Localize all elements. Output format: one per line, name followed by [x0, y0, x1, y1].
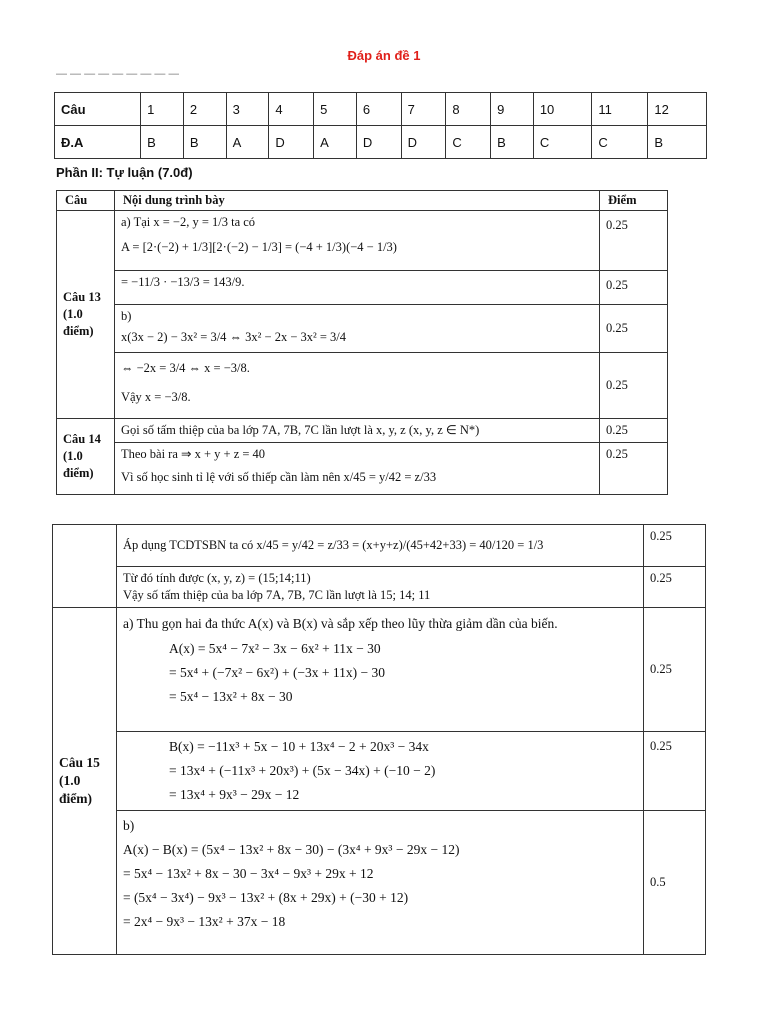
q15-label-cell — [53, 608, 117, 955]
q14-label: Câu 14 — [63, 432, 101, 446]
q13-points: (1.0 điểm) — [63, 307, 94, 338]
q15-content-c — [116, 811, 643, 955]
q13-line: = −11/3 · −13/3 = 143/9. — [120, 275, 245, 289]
q14-content-4 — [116, 567, 643, 608]
q14-line: Từ đó tính được (x, y, z) = (15;14;11) — [122, 571, 311, 585]
score-cell: 0.25 — [600, 443, 668, 495]
q15-line: = 5x⁴ − 13x² + 8x − 30 − 3x⁴ − 9x³ + 29x + 12 — [122, 866, 374, 881]
answer-cell: D — [356, 126, 401, 159]
answer-cell: B — [648, 126, 707, 159]
score-cell: 0.25 — [600, 353, 668, 419]
answer-row-header: Đ.A — [55, 126, 141, 159]
essay-table-2 — [52, 524, 706, 955]
q15-line: = 5x⁴ + (−7x² − 6x²) + (−3x + 11x) − 30 — [168, 665, 386, 680]
score-cell: 0.25 — [600, 419, 668, 443]
q13-content-3 — [114, 305, 599, 353]
q13-line: a) Tại x = −2, y = 1/3 ta có — [120, 215, 256, 229]
q13-label: Câu 13 — [63, 290, 101, 304]
q15-line: = 13x⁴ + (−11x³ + 20x³) + (5x − 34x) + (−10 − 2) — [168, 763, 436, 778]
q15-line: A(x) − B(x) = (5x⁴ − 13x² + 8x − 30) − (3x⁴ + 9x³ − 29x − 12) — [122, 842, 460, 857]
answer-cell: B — [491, 126, 534, 159]
q13-content-1 — [114, 211, 599, 271]
q14-line: Gọi số tấm thiệp của ba lớp 7A, 7B, 7C lần lượt là x, y, z (x, y, z ∈ N*) — [120, 423, 480, 437]
q14-row-1 — [57, 419, 668, 443]
question-number: 1 — [141, 93, 184, 126]
answer-cell: A — [314, 126, 357, 159]
answer-cell: D — [401, 126, 446, 159]
q13-line: x(3x − 2) − 3x² = 3/4 ⇔ 3x² − 2x − 3x² = 3/4 — [120, 330, 347, 344]
question-number: 10 — [533, 93, 592, 126]
q13-line: ⇔ −2x = 3/4 ⇔ x = −3/8. — [120, 361, 250, 375]
question-number: 7 — [401, 93, 446, 126]
answer-cell: C — [533, 126, 592, 159]
essay-header-row — [57, 191, 668, 211]
q15-part-b-label: b) — [122, 818, 135, 833]
score-cell: 0.25 — [644, 608, 706, 732]
question-number: 5 — [314, 93, 357, 126]
q13-row-4 — [57, 353, 668, 419]
q14-points: (1.0 điểm) — [63, 449, 94, 480]
answer-cell: D — [269, 126, 314, 159]
q13-row-2 — [57, 271, 668, 305]
question-number: 3 — [226, 93, 269, 126]
score-cell: 0.25 — [600, 211, 668, 271]
q15-row-c — [53, 811, 706, 955]
q15-content-b — [116, 732, 643, 811]
q14-label-cell — [57, 419, 115, 495]
q14-row-2 — [57, 443, 668, 495]
answer-cell: C — [592, 126, 648, 159]
q15-line: = 13x⁴ + 9x³ − 29x − 12 — [168, 787, 300, 802]
q14-line: Áp dụng TCDTSBN ta có x/45 = y/42 = z/33 = (x+y+z)/(45+42+33) = 40/120 = 1/3 — [122, 538, 544, 552]
page-title: Đáp án đề 1 — [347, 48, 421, 63]
cut-off-text-line: — — — — — — — — — — [56, 72, 180, 80]
answer-cell: B — [183, 126, 226, 159]
score-cell: 0.5 — [644, 811, 706, 955]
q13-content-4 — [114, 353, 599, 419]
score-cell: 0.25 — [600, 271, 668, 305]
answer-key-numbers-row — [55, 93, 707, 126]
header-question: Câu — [57, 191, 115, 211]
answer-key-answers-row — [55, 126, 707, 159]
q15-row-a — [53, 608, 706, 732]
header-score: Điểm — [600, 191, 668, 211]
answer-key-table — [54, 92, 707, 159]
q15-line: = 2x⁴ − 9x³ − 13x² + 37x − 18 — [122, 914, 286, 929]
q14-line: Vì số học sinh tỉ lệ với số thiếp cần làm nên x/45 = y/42 = z/33 — [120, 470, 437, 484]
question-number: 8 — [446, 93, 491, 126]
q13-content-2 — [114, 271, 599, 305]
q15-points: (1.0 điểm) — [59, 773, 92, 806]
question-number: 12 — [648, 93, 707, 126]
answer-cell: B — [141, 126, 184, 159]
q15-content-a — [116, 608, 643, 732]
answer-cell: A — [226, 126, 269, 159]
q15-line: = 5x⁴ − 13x² + 8x − 30 — [168, 689, 293, 704]
question-number: 4 — [269, 93, 314, 126]
q15-intro: a) Thu gọn hai đa thức A(x) và B(x) và sắp xếp theo lũy thừa giảm dần của biến. — [122, 616, 558, 631]
q13-line: A = [2·(−2) + 1/3][2·(−2) − 1/3] = (−4 + 1/3)(−4 − 1/3) — [120, 240, 397, 254]
q15-line: B(x) = −11x³ + 5x − 10 + 13x⁴ − 2 + 20x³ − 34x — [168, 739, 429, 754]
answer-key-header: Câu — [55, 93, 141, 126]
question-number: 11 — [592, 93, 648, 126]
q13-label-cell — [57, 211, 115, 419]
question-number: 2 — [183, 93, 226, 126]
q14-line: Vậy số tấm thiệp của ba lớp 7A, 7B, 7C lần lượt là 15; 14; 11 — [122, 588, 431, 602]
score-cell: 0.25 — [600, 305, 668, 353]
q15-label: Câu 15 — [59, 755, 100, 770]
q15-row-b — [53, 732, 706, 811]
question-number: 6 — [356, 93, 401, 126]
header-content: Nội dung trình bày — [114, 191, 599, 211]
q15-line: = (5x⁴ − 3x⁴) − 9x³ − 13x² + (8x + 29x) + (−30 + 12) — [122, 890, 409, 905]
question-number: 9 — [491, 93, 534, 126]
q14-content-3 — [116, 525, 643, 567]
score-cell: 0.25 — [644, 525, 706, 567]
essay-table-1 — [56, 190, 668, 495]
q14-content-2 — [114, 443, 599, 495]
score-cell: 0.25 — [644, 567, 706, 608]
q14-content-1 — [114, 419, 599, 443]
q15-line: A(x) = 5x⁴ − 7x² − 3x − 6x² + 11x − 30 — [168, 641, 381, 656]
q13-row-1 — [57, 211, 668, 271]
q14-line: Theo bài ra ⇒ x + y + z = 40 — [120, 447, 266, 461]
q14-row-3 — [53, 525, 706, 567]
q13-line: Vậy x = −3/8. — [120, 390, 191, 404]
q14-continued-cell — [53, 525, 117, 608]
score-cell: 0.25 — [644, 732, 706, 811]
q13-row-3 — [57, 305, 668, 353]
q13-line: b) — [120, 309, 132, 323]
answer-cell: C — [446, 126, 491, 159]
part2-heading: Phần II: Tự luận (7.0đ) — [56, 165, 193, 180]
q14-row-4 — [53, 567, 706, 608]
